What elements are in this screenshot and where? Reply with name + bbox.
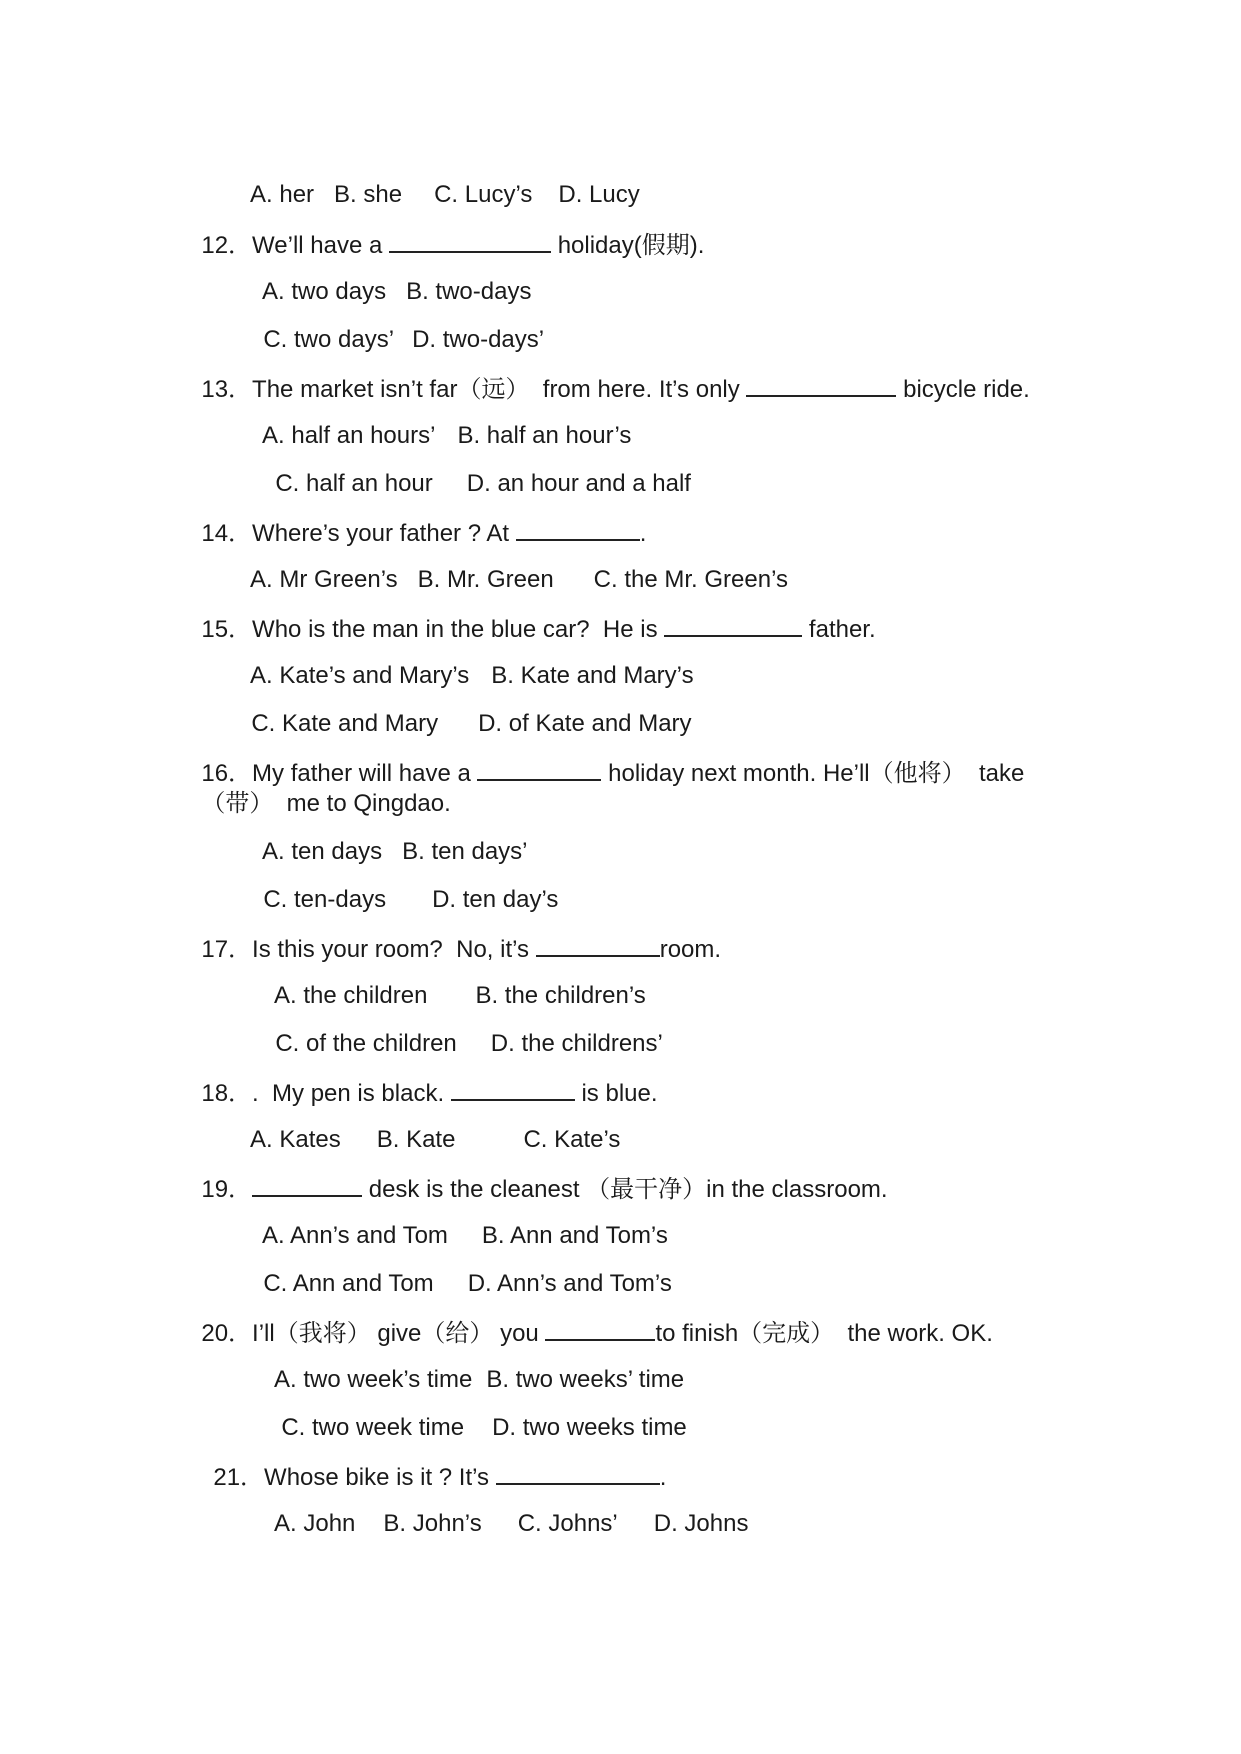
option-c: C. Kate and Mary [251, 710, 439, 737]
option-b: B. two weeks’ time [486, 1366, 685, 1393]
question-21-options [262, 1479, 748, 1539]
question-text-end: is blue. [581, 1080, 658, 1107]
option-b: B. the children’s [475, 982, 646, 1009]
option-a: A. her [250, 181, 315, 208]
option-c: C. Johns’ [517, 1510, 618, 1537]
option-d: D. two-days’ [412, 326, 545, 353]
question-text-end: father. [808, 616, 876, 643]
question-text-end: room. [659, 936, 722, 963]
option-d: D. Johns [653, 1510, 749, 1537]
question-text: Who is the man in the blue car? He is [252, 616, 658, 643]
option-a: A. two days [262, 278, 387, 305]
option-a: A. John [274, 1510, 356, 1537]
option-d: D. ten day’s [432, 886, 559, 913]
option-b: B. Ann and Tom’s [481, 1222, 668, 1249]
option-d: D. two weeks time [492, 1414, 687, 1441]
question-text-end: . [639, 520, 647, 547]
question-text-end: desk is the cleanest （最干净）in the classroom. [368, 1176, 888, 1203]
option-d: D. an hour and a half [466, 470, 691, 497]
question-number: 15． [201, 616, 253, 643]
question-number: 21． [213, 1464, 265, 1491]
option-b: B. half an hour’s [457, 422, 632, 449]
question-number: 13． [201, 376, 253, 403]
option-c: C. of the children [275, 1030, 457, 1057]
option-b: B. Kate [376, 1126, 456, 1153]
option-c: C. ten-days [263, 886, 387, 913]
question-text: . My pen is black. [252, 1080, 445, 1107]
question-text: Is this your room? No, it’s [252, 936, 530, 963]
option-a: A. Mr Green’s [250, 566, 398, 593]
question-number: 16． [201, 760, 253, 787]
question-text: The market isn’t far（远） from here. It’s only [252, 376, 740, 403]
question-text: We’ll have a [252, 232, 383, 259]
question-text: Whose bike is it ? It’s [264, 1464, 490, 1491]
question-text-end: to finish（完成） the work. OK. [655, 1320, 993, 1347]
question-text: Where’s your father ? At [252, 520, 510, 547]
question-number: 18． [201, 1080, 253, 1107]
option-c: C. Ann and Tom [263, 1270, 434, 1297]
option-a: A. ten days [262, 838, 383, 865]
answer-blank [746, 373, 896, 397]
question-text-end: holiday(假期). [557, 232, 705, 259]
question-text: I’ll（我将） give（给） you [252, 1320, 539, 1347]
option-b: B. Mr. Green [417, 566, 554, 593]
option-a: A. Ann’s and Tom [262, 1222, 448, 1249]
option-b: B. ten days’ [402, 838, 528, 865]
question-text: My father will have a [252, 760, 471, 787]
option-b: B. she [334, 181, 403, 208]
option-b: B. two-days [406, 278, 532, 305]
question-text-end: bicycle ride. [903, 376, 1030, 403]
option-a: A. the children [274, 982, 428, 1009]
option-c: C. half an hour [275, 470, 433, 497]
question-text-end: holiday next month. He’ll（他将） take [608, 760, 1025, 787]
question-text-end: . [659, 1464, 667, 1491]
question-text-continued: （带） me to Qingdao. [201, 790, 451, 817]
option-d: D. Lucy [558, 181, 640, 208]
option-d: D. the childrens’ [490, 1030, 663, 1057]
option-c: C. Kate’s [523, 1126, 621, 1153]
option-c: C. two week time [281, 1414, 465, 1441]
question-number: 12． [201, 232, 253, 259]
question-number: 17． [201, 936, 253, 963]
question-number: 20． [201, 1320, 253, 1347]
option-c: C. two days’ [263, 326, 395, 353]
option-b: B. Kate and Mary’s [491, 662, 694, 689]
option-d: D. Ann’s and Tom’s [467, 1270, 672, 1297]
option-d: D. of Kate and Mary [478, 710, 692, 737]
option-c: C. the Mr. Green’s [593, 566, 788, 593]
question-number: 19． [201, 1176, 253, 1203]
option-a: A. half an hours’ [262, 422, 436, 449]
option-c: C. Lucy’s [434, 181, 533, 208]
option-a: A. Kate’s and Mary’s [250, 662, 470, 689]
question-number: 14． [201, 520, 253, 547]
option-a: A. two week’s time [274, 1366, 473, 1393]
option-a: A. Kates [250, 1126, 341, 1153]
answer-blank [477, 757, 601, 781]
option-b: B. John’s [383, 1510, 482, 1537]
